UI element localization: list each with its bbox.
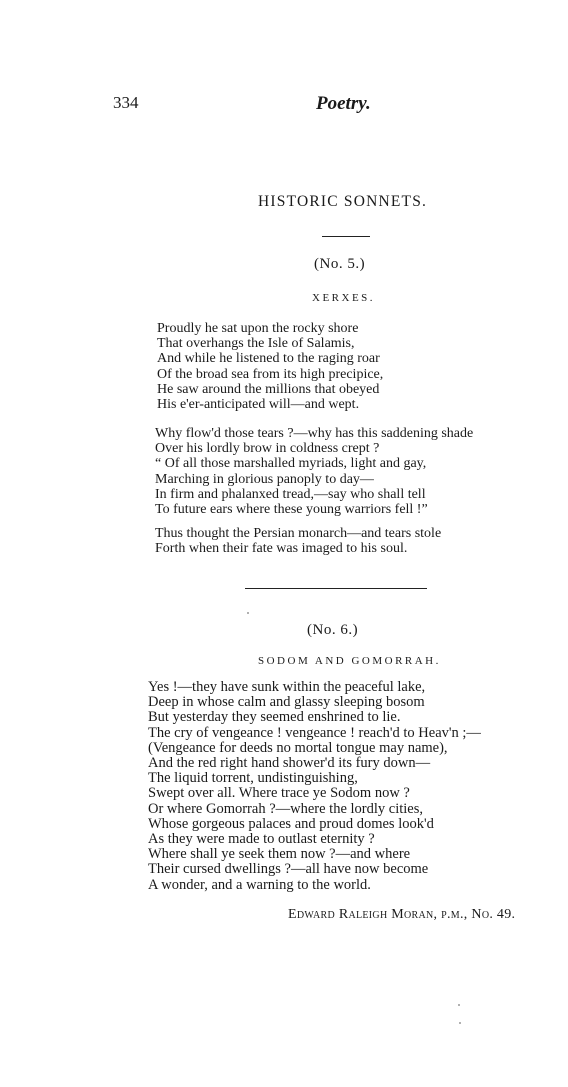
poem-line: (Vengeance for deeds no mortal tongue may name),: [148, 739, 448, 756]
poem-line: He saw around the millions that obeyed: [157, 381, 380, 397]
poem-line: As they were made to outlast eternity ?: [148, 831, 375, 848]
sonnet-title-sodom-and-gomorrah: SODOM AND GOMORRAH.: [258, 655, 441, 667]
poem-line: Where shall ye seek them now ?—and where: [148, 846, 411, 863]
poem-line: Of the broad sea from its high precipice,: [157, 366, 384, 382]
long-divider: [245, 588, 427, 589]
poem-line: To future ears where these young warriors fell !”: [155, 502, 428, 518]
poem-line: In firm and phalanxed tread,—say who shall tell: [155, 486, 426, 502]
poem-line: And the red right hand shower'd its fury down—: [148, 755, 431, 772]
poem-line: Proudly he sat upon the rocky shore: [157, 321, 359, 336]
poem-line: But yesterday they seemed enshrined to lie.: [148, 709, 401, 726]
poem-line: The liquid torrent, undistinguishing,: [148, 770, 358, 787]
author-signature: Edward Raleigh Moran, p.m., No. 49.: [288, 907, 516, 922]
poem-line: Over his lordly brow in coldness crept ?: [155, 441, 380, 457]
page-number: 334: [113, 93, 139, 112]
poem-line: Deep in whose calm and glassy sleeping bosom: [148, 694, 425, 711]
poem-line: That overhangs the Isle of Salamis,: [157, 336, 355, 352]
poem-line: Whose gorgeous palaces and proud domes look'd: [148, 815, 434, 832]
poem-line: The cry of vengeance ! vengeance ! reach'd to Heav'n ;—: [148, 724, 481, 741]
poem-line: His e'er-anticipated will—and wept.: [157, 397, 360, 413]
poem-line: Or where Gomorrah ?—where the lordly cities,: [148, 800, 423, 817]
poem-line: Marching in glorious panoply to day—: [155, 471, 374, 487]
sonnet-number-5: (No. 5.): [314, 256, 366, 272]
poem-line: “ Of all those marshalled myriads, light and gay,: [155, 456, 427, 472]
poem-line: Their cursed dwellings ?—all have now become: [148, 861, 429, 878]
sonnet-title-xerxes: XERXES.: [312, 292, 376, 304]
paper-speck: [458, 1004, 460, 1006]
paper-speck: [459, 1022, 461, 1024]
poem-line: Yes !—they have sunk within the peaceful lake,: [148, 679, 426, 695]
short-divider: [322, 236, 370, 237]
poem-line: Swept over all. Where trace ye Sodom now ?: [148, 785, 410, 802]
sonnet-number-6: (No. 6.): [307, 622, 359, 638]
poem-line: And while he listened to the raging roar: [157, 351, 380, 367]
sonnet-5-stanza-3: [155, 526, 441, 556]
paper-speck: [247, 612, 249, 614]
sonnet-5-stanza-1: [157, 321, 383, 412]
running-title: Poetry.: [316, 93, 371, 114]
poem-line: Forth when their fate was imaged to his soul.: [155, 541, 408, 557]
sonnet-6-body: [148, 680, 481, 893]
section-title: HISTORIC SONNETS.: [258, 193, 428, 210]
poem-line: A wonder, and a warning to the world.: [148, 876, 371, 893]
poem-line: Why flow'd those tears ?—why has this saddening shade: [155, 426, 474, 441]
sonnet-5-stanza-2: [155, 426, 473, 517]
poem-line: Thus thought the Persian monarch—and tears stole: [155, 526, 442, 541]
